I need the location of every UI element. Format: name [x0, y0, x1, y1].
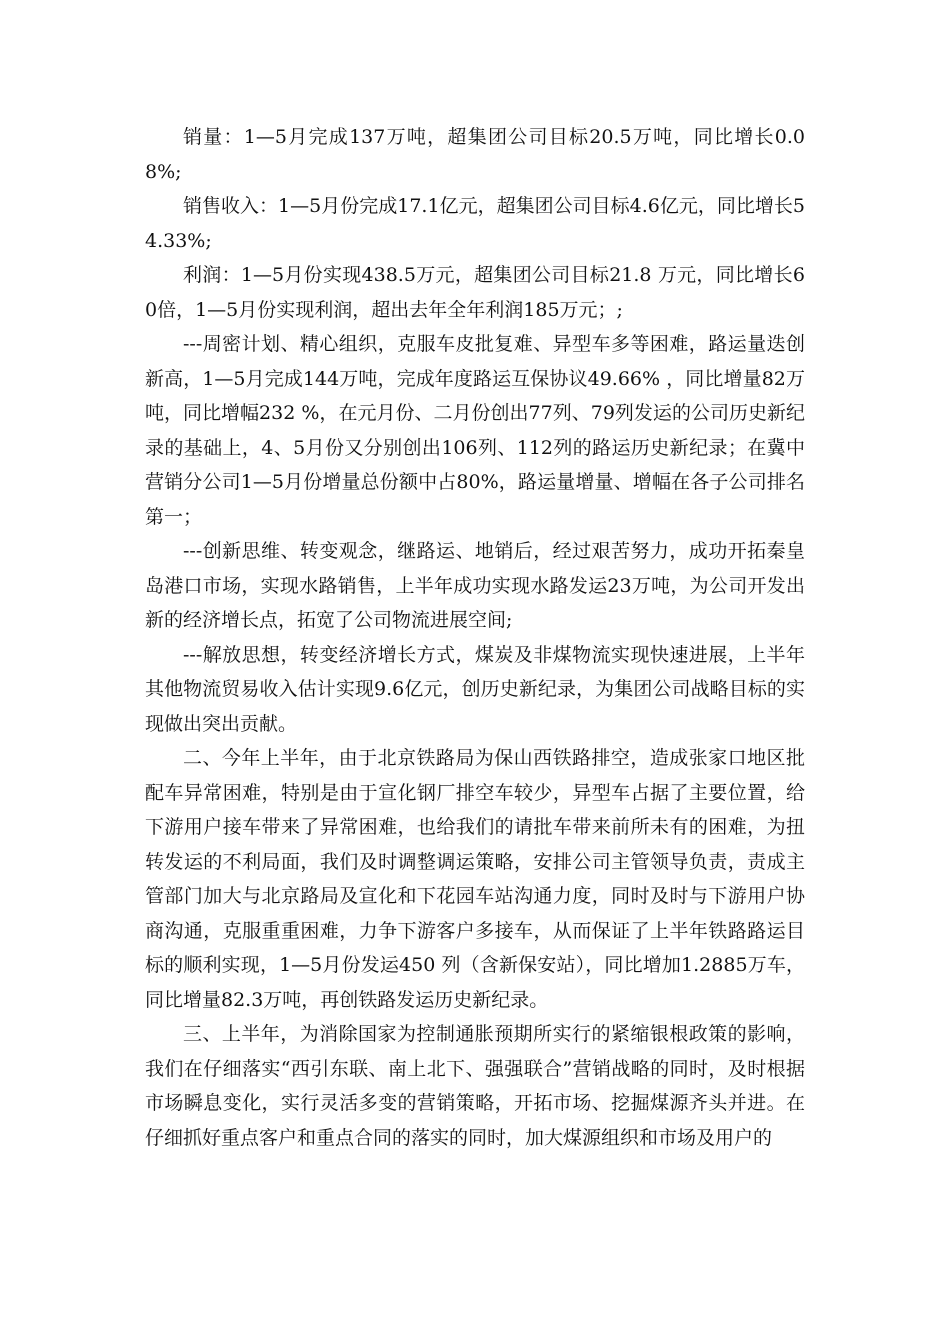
paragraph-section-three: 三、上半年，为消除国家为控制通胀预期所实行的紧缩银根政策的影响，我们在仔细落实“西引东联、南上北下、强强联合”营销战略的同时，及时根据市场瞬息变化，实行灵活多变的营销策略，开拓市场、挖掘煤源齐头并进。在仔细抓好重点客户和重点合同的落实的同时，加大煤源组织和市场及用户的: [145, 1023, 805, 1149]
paragraph-sales-revenue: 销售收入：1—5月份完成17.1亿元，超集团公司目标4.6亿元，同比增长54.33%;: [145, 195, 805, 252]
paragraph-rail-transport: ---周密计划、精心组织，克服车皮批复难、异型车多等困难，路运量迭创新高，1—5月完成144万吨，完成年度路运互保协议49.66% ，同比增量82万吨，同比增幅232 %，在元月份、二月份创出77列、79列发运的公司历史新纪录的基础上，4、5月份又分别创出106列、112列的路运历史新纪录；在冀中营销分公司1—5月份增量总份额中占80%，路运量增量、增幅在各子公司排名第一；: [145, 333, 805, 528]
paragraph-sales-volume: 销量：1—5月完成137万吨，超集团公司目标20.5万吨，同比增长0.08%;: [145, 126, 805, 183]
paragraph-water-transport: ---创新思维、转变观念，继路运、地销后，经过艰苦努力，成功开拓秦皇岛港口市场，实现水路销售，上半年成功实现水路发运23万吨，为公司开发出新的经济增长点，拓宽了公司物流进展空间;: [145, 540, 805, 631]
paragraph-section-two: 二、今年上半年，由于北京铁路局为保山西铁路排空，造成张家口地区批配车异常困难，特别是由于宣化钢厂排空车较少，异型车占据了主要位置，给下游用户接车带来了异常困难，也给我们的请批车带来前所未有的困难，为扭转发运的不利局面，我们及时调整调运策略，安排公司主管领导负责，责成主管部门加大与北京路局及宣化和下花园车站沟通力度，同时及时与下游用户协商沟通，克服重重困难，力争下游客户多接车，从而保证了上半年铁路路运目标的顺利实现，1—5月份发运450 列（含新保安站），同比增加1.2885万车，同比增量82.3万吨，再创铁路发运历史新纪录。: [145, 747, 805, 1011]
paragraph-profit: 利润：1—5月份实现438.5万元，超集团公司目标21.8 万元，同比增长60倍，1—5月份实现利润，超出去年全年利润185万元；;: [145, 264, 805, 321]
document-page: [145, 120, 805, 1155]
paragraph-logistics-growth: ---解放思想，转变经济增长方式，煤炭及非煤物流实现快速进展，上半年其他物流贸易收入估计实现9.6亿元，创历史新纪录，为集团公司战略目标的实现做出突出贡献。: [145, 643, 805, 735]
